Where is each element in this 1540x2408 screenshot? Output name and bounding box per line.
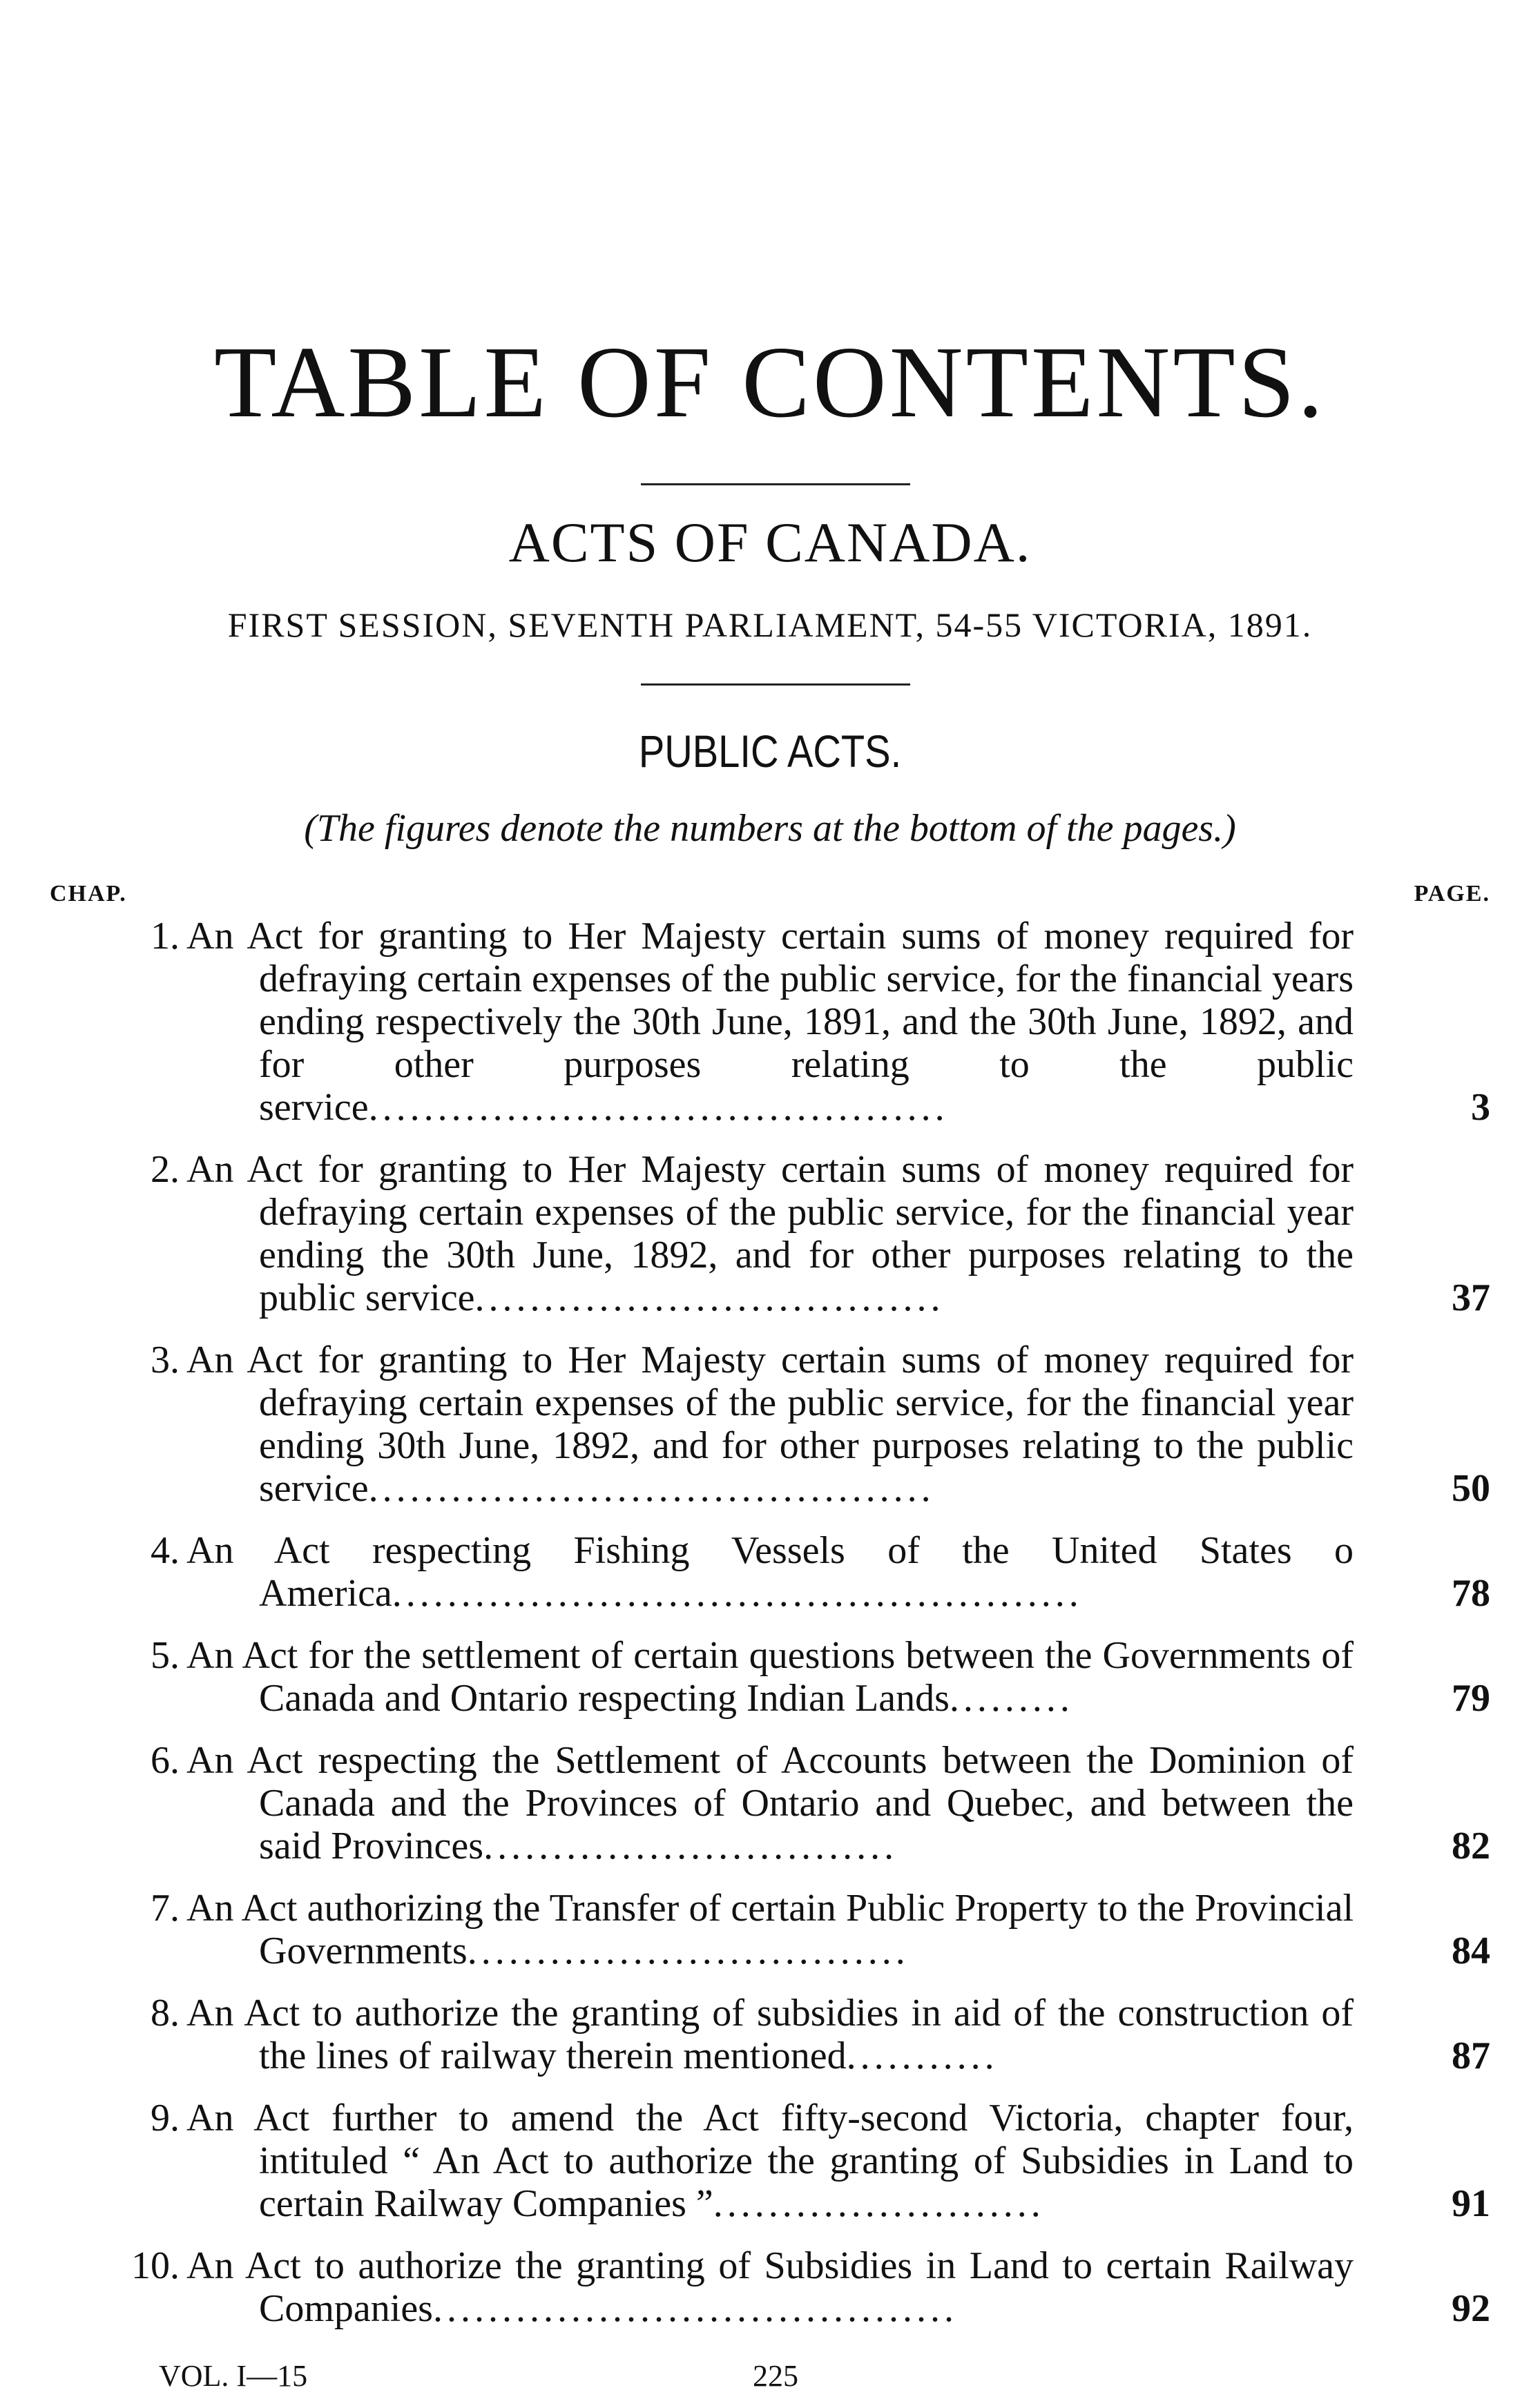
dot-leader: ......................................: [432, 2287, 958, 2330]
chapter-number: 4.: [151, 1529, 180, 1572]
page-number: 91: [1452, 2182, 1490, 2225]
chapter-number: 8.: [151, 1992, 180, 2035]
act-title: An Act for granting to Her Majesty certain sums of money required for defraying certain expenses of the public service, for the financial year ending the 30th June, 1892, and for other purposes relating to the public service: [186, 1148, 1354, 1319]
dot-leader: ..........................................: [368, 1086, 949, 1129]
dot-leader: .........................................: [368, 1467, 935, 1510]
divider-rule: [641, 483, 910, 485]
chapter-number: 10.: [131, 2244, 180, 2287]
page-number: 78: [1452, 1572, 1490, 1615]
dot-leader: ..................................................: [392, 1572, 1083, 1615]
contents-entry: [0, 1634, 1540, 1720]
act-title: An Act for granting to Her Majesty certain sums of money required for defraying certain expenses of the public service, for the financial years ending respectively the 30th June, 1891, and the 30th June, 1892, and for other purposes relating to the public service: [186, 915, 1354, 1129]
session-heading: FIRST SESSION, SEVENTH PARLIAMENT, 54-55 VICTORIA, 1891.: [227, 605, 1313, 644]
dot-leader: ...........: [846, 2035, 999, 2077]
dot-leader: ..............................: [483, 1825, 898, 1867]
page-number: 92: [1452, 2287, 1490, 2330]
chapter-number: 7.: [151, 1887, 180, 1930]
page-number: 87: [1452, 2035, 1490, 2077]
chapter-number: 2.: [151, 1148, 180, 1191]
act-title: An Act for the settlement of certain questions between the Governments of Canada and Ontario respecting Indian Lands: [186, 1634, 1354, 1720]
volume-signature: VOL. I—15: [159, 2359, 308, 2393]
page-number: 37: [1452, 1276, 1490, 1319]
page-number: 50: [1452, 1467, 1490, 1510]
dot-leader: ........................: [713, 2182, 1045, 2225]
contents-entry: [0, 1339, 1540, 1510]
dot-leader: ..................................: [474, 1276, 945, 1319]
figures-note: (The figures denote the numbers at the bottom of the pages.): [304, 807, 1236, 850]
dot-leader: .........: [949, 1677, 1074, 1720]
act-title: An Act respecting Fishing Vessels of the United States o America: [186, 1529, 1354, 1615]
contents-entry: [0, 2097, 1540, 2225]
folio-number: 225: [753, 2359, 798, 2393]
page-title: TABLE OF CONTENTS.: [213, 326, 1327, 439]
act-title: An Act to authorize the granting of Subsidies in Land to certain Railway Companies: [186, 2244, 1354, 2330]
contents-entry: [0, 1529, 1540, 1615]
acts-heading: ACTS OF CANADA.: [508, 511, 1032, 574]
act-title: An Act to authorize the granting of subsidies in aid of the construction of the lines of railway therein mentioned: [186, 1992, 1354, 2077]
page-number: 82: [1452, 1825, 1490, 1867]
contents-entry: [0, 915, 1540, 1129]
contents-entry: [0, 1739, 1540, 1867]
contents-entry: [0, 2244, 1540, 2330]
page-number: 79: [1452, 1677, 1490, 1720]
contents-list: [0, 915, 1540, 2349]
divider-rule: [641, 683, 910, 686]
act-title: An Act respecting the Settlement of Accounts between the Dominion of Canada and the Provinces of Ontario and Quebec, and between the said Provinces: [186, 1739, 1354, 1867]
act-title: An Act further to amend the Act fifty-second Victoria, chapter four, intituled “ An Act to authorize the granting of Subsidies in Land to certain Railway Companies ”: [186, 2097, 1354, 2225]
chapter-number: 3.: [151, 1339, 180, 1381]
act-title: An Act for granting to Her Majesty certain sums of money required for defraying certain expenses of the public service, for the financial year ending 30th June, 1892, and for other purposes relating to the public service: [186, 1339, 1354, 1510]
page-number: 3: [1471, 1086, 1490, 1129]
page-number: 84: [1452, 1930, 1490, 1972]
dot-leader: ................................: [467, 1930, 909, 1972]
section-heading: PUBLIC ACTS.: [638, 726, 902, 777]
chapter-number: 5.: [151, 1634, 180, 1677]
chapter-number: 6.: [151, 1739, 180, 1782]
chapter-number: 1.: [151, 915, 180, 958]
contents-entry: [0, 1992, 1540, 2077]
contents-entry: [0, 1148, 1540, 1319]
act-title: An Act authorizing the Transfer of certain Public Property to the Provincial Governments: [186, 1887, 1354, 1972]
page-column-label: PAGE.: [1414, 881, 1490, 906]
chapter-number: 9.: [151, 2097, 180, 2139]
contents-entry: [0, 1887, 1540, 1972]
chap-column-label: CHAP.: [50, 881, 127, 906]
